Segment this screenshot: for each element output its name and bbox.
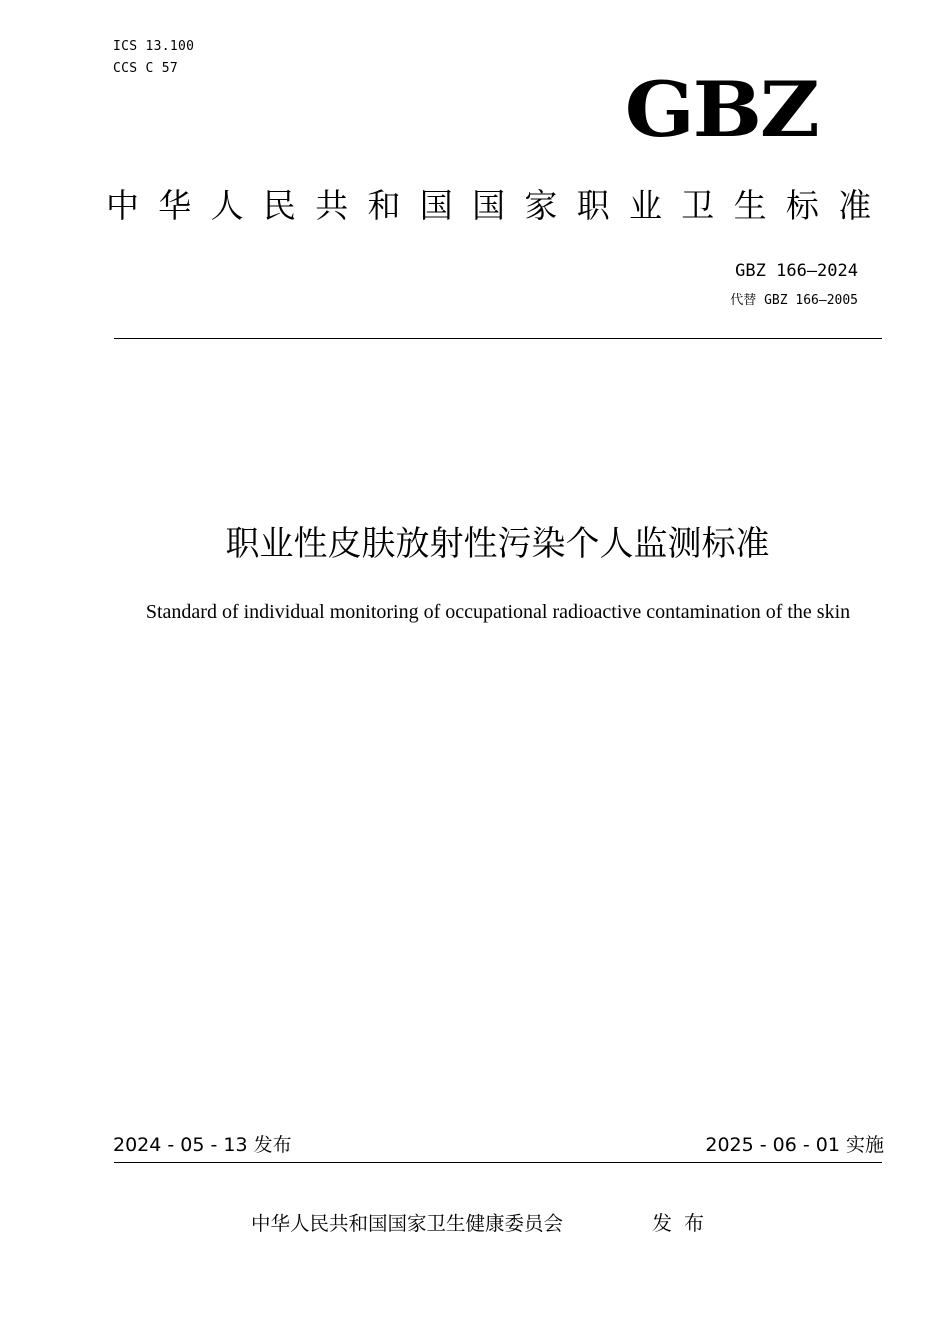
footer-divider bbox=[114, 1162, 882, 1163]
national-standard-title: 中华人民共和国国家职业卫生标准 bbox=[106, 186, 891, 225]
publish-label: 发布 bbox=[652, 1211, 716, 1235]
classification-codes bbox=[113, 36, 194, 80]
header-divider bbox=[114, 338, 882, 339]
ics-code: ICS 13.100 bbox=[113, 39, 195, 54]
gbz-logo: GBZ bbox=[625, 65, 818, 154]
document-title-english: Standard of individual monitoring of occupational radioactive contamination of the skin bbox=[145, 601, 851, 623]
publisher-name: 中华人民共和国国家卫生健康委员会 bbox=[251, 1212, 564, 1235]
document-title-chinese: 职业性皮肤放射性污染个人监测标准 bbox=[225, 524, 770, 564]
replaces-standard: 代替 GBZ 166—2005 bbox=[730, 293, 858, 308]
standard-code: GBZ 166—2024 bbox=[735, 261, 858, 281]
issue-date: 2024 - 05 - 13 发布 bbox=[113, 1134, 292, 1156]
implementation-date: 2025 - 06 - 01 实施 bbox=[705, 1134, 884, 1156]
ccs-code: CCS C 57 bbox=[113, 61, 179, 76]
